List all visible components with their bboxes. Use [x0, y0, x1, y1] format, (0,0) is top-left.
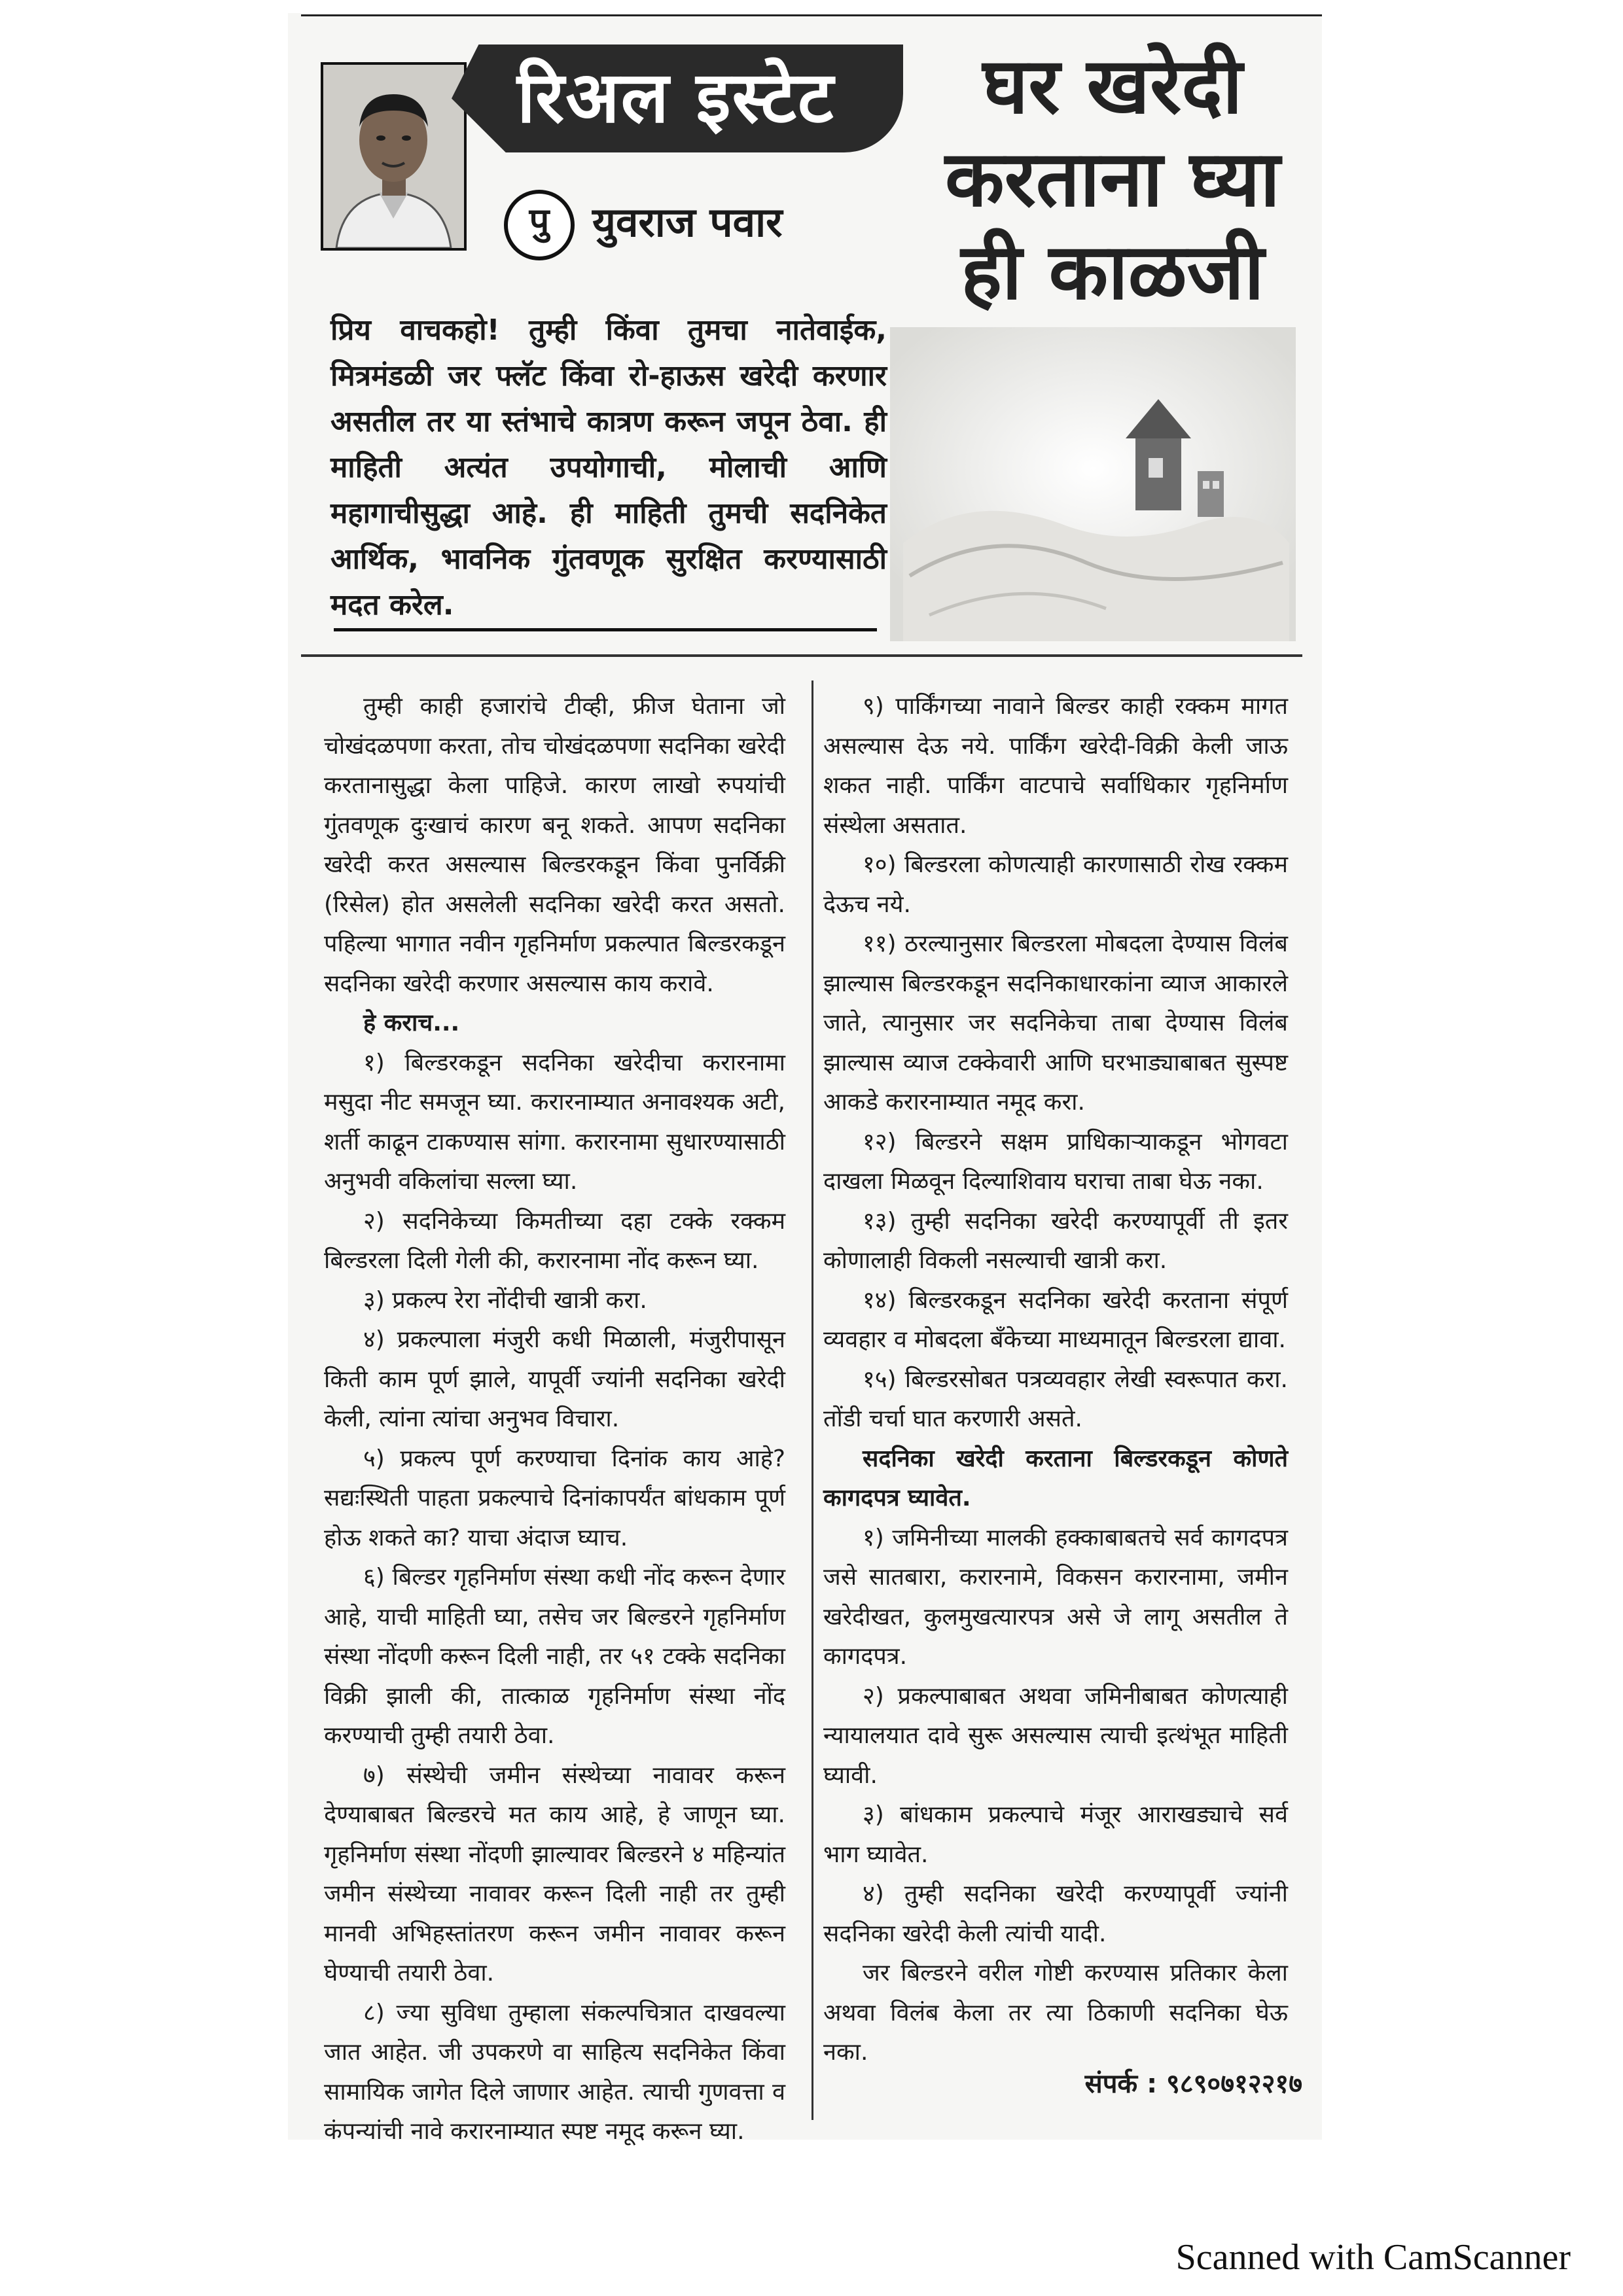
list-item: २) सदनिकेच्या किमतीच्या दहा टक्के रक्कम बिल्डरला दिली गेली की, करारनामा नोंद करून घ्या. [324, 1207, 785, 1274]
subheading-documents: सदनिका खरेदी करताना बिल्डरकडून कोणते कागदपत्र घ्यावेत. [823, 1445, 1288, 1511]
list-item: ११) ठरल्यानुसार बिल्डरला मोबदला देण्यास विलंब झाल्यास बिल्डरकडून सदनिकाधारकांना व्याज आकारले जाते, त्यानुसार जर सदनिकेचा ताबा देण्यास विलंब झाल्यास व्याज टक्केवारी आणि घरभाड्याबाबत सुस्पष्ट आकडे करारनाम्यात नमूद करा. [823, 930, 1288, 1116]
list-item: १) बिल्डरकडून सदनिका खरेदीचा करारनामा मसुदा नीट समजून घ्या. करारनाम्यात अनावश्यक अटी, शर्ती काढून टाकण्यास सांगा. करारनामा सुधारण्यासाठी अनुभवी वकिलांचा सल्ला घ्या. [324, 1049, 785, 1195]
list-item: १२) बिल्डरने सक्षम प्राधिकाऱ्याकडून भोगवटा दाखला मिळवून दिल्याशिवाय घराचा ताबा घेऊ नका. [823, 1128, 1288, 1195]
scanner-watermark: Scanned with CamScanner [1175, 2237, 1571, 2278]
top-rule [301, 14, 1322, 16]
author-name: युवराज पवार [592, 198, 783, 246]
intro-paragraph: प्रिय वाचकहो! तुम्ही किंवा तुमचा नातेवाईक, मित्रमंडळी जर फ्लॅट किंवा रो-हाऊस खरेदी करणार असतील तर या स्तंभाचे कात्रण करून जपून ठेवा. ही माहिती अत्यंत उपयोगाची, मोलाची आणि महागाचीसुद्धा आहे. ही माहिती तुमची सदनिकेत आर्थिक, भावनिक गुंतवणूक सुरक्षित करण्यासाठी मदत करेल. [330, 313, 887, 622]
list-item: ३) प्रकल्प रेरा नोंदीची खात्री करा. [363, 1286, 647, 1314]
list-item: १०) बिल्डरला कोणत्याही कारणासाठी रोख रक्कम देऊच नये. [823, 851, 1288, 918]
article-column-right [823, 687, 1288, 2113]
paragraph: जर बिल्डरने वरील गोष्टी करण्यास प्रतिकार केला अथवा विलंब केला तर त्या ठिकाणी सदनिका घेऊ नका. [823, 1960, 1288, 2066]
list-item: ८) ज्या सुविधा तुम्हाला संकल्पचित्रात दाखवल्या जात आहेत. जी उपकरणे वा साहित्य सदनिकेत किंवा सामायिक जागेत दिले जाणार आहेत. त्याची गुणवत्ता व कंपन्यांची नावे करारनाम्यात स्पष्ट नमूद करून घ्या. [324, 1999, 785, 2145]
list-item: ४) तुम्ही सदनिका खरेदी करण्यापूर्वी ज्यांनी सदनिका खरेदी केली त्यांची यादी. [823, 1881, 1288, 1947]
list-item: ५) प्रकल्प पूर्ण करण्याचा दिनांक काय आहे? सद्यःस्थिती पाहता प्रकल्पाचे दिनांकापर्यंत बांधकाम पूर्ण होऊ शकते का? याचा अंदाज घ्याच. [324, 1445, 785, 1551]
contact-line: संपर्क : ९८९०७१२२१७ [1084, 2069, 1302, 2099]
headline: घर खरेदी करताना घ्या ही काळजी [944, 41, 1281, 317]
column-divider [812, 680, 813, 2120]
intro-underline [334, 628, 877, 631]
subheading-do-this: हे कराच... [363, 1010, 460, 1036]
author-photo [321, 62, 467, 251]
section-label: रिअल इस्टेट [517, 57, 835, 139]
list-item: १) जमिनीच्या मालकी हक्काबाबतचे सर्व कागदपत्र जसे सातबारा, करारनामे, विकसन करारनामा, जमीन खरेदीखत, कुलमुखत्यारपत्र असे जे लागू असतील ते कागदपत्र. [823, 1524, 1288, 1670]
list-item: ६) बिल्डर गृहनिर्माण संस्था कधी नोंद करून देणार आहे, याची माहिती घ्या, तसेच जर बिल्डरने गृहनिर्माण संस्था नोंदणी करून दिली नाही, तर ५१ टक्के सदनिका विक्री झाली की, तात्काळ गृहनिर्माण संस्था नोंद करण्याची तुम्ही तयारी ठेवा. [324, 1564, 785, 1749]
list-item: ४) प्रकल्पाला मंजुरी कधी मिळाली, मंजुरीपासून किती काम पूर्ण झाले, यापूर्वी ज्यांनी सदनिका खरेदी केली, त्यांना त्यांचा अनुभव विचारा. [324, 1326, 785, 1432]
list-item: १३) तुम्ही सदनिका खरेदी करण्यापूर्वी ती इतर कोणालाही विकली नसल्याची खात्री करा. [823, 1207, 1288, 1274]
house-in-hands-illustration [890, 327, 1296, 641]
publication-logo: पु [504, 190, 575, 260]
list-item: ९) पार्किंगच्या नावाने बिल्डर काही रक्कम मागत असल्यास देऊ नये. पार्किंग खरेदी-विक्री केली जाऊ शकत नाही. पार्किंग वाटपाचे सर्वाधिकार गृहनिर्माण संस्थेला असतात. [823, 693, 1288, 839]
list-item: १५) बिल्डरसोबत पत्रव्यवहार लेखी स्वरूपात करा. तोंडी चर्चा घात करणारी असते. [823, 1366, 1288, 1432]
list-item: २) प्रकल्पाबाबत अथवा जमिनीबाबत कोणत्याही न्यायालयात दावे सुरू असल्यास त्याची इत्थंभूत माहिती घ्यावी. [823, 1682, 1288, 1789]
article-column-left [324, 687, 785, 2145]
list-item: १४) बिल्डरकडून सदनिका खरेदी करताना संपूर्ण व्यवहार व मोबदला बँकेच्या माध्यमातून बिल्डरला द्यावा. [823, 1286, 1288, 1353]
header-divider [301, 654, 1302, 657]
list-item: ७) संस्थेची जमीन संस्थेच्या नावावर करून देण्याबाबत बिल्डरचे मत काय आहे, हे जाणून घ्या. गृहनिर्माण संस्था नोंदणी झाल्यावर बिल्डरने ४ महिन्यांत जमीन संस्थेच्या नावावर करून दिली नाही तर तुम्ही मानवी अभिहस्तांतरण करून जमीन नावावर करून घेण्याची तयारी ठेवा. [324, 1761, 785, 1987]
list-item: ३) बांधकाम प्रकल्पाचे मंजूर आराखड्याचे सर्व भाग घ्यावेत. [823, 1801, 1288, 1868]
paragraph: तुम्ही काही हजारांचे टीव्ही, फ्रीज घेताना जो चोखंदळपणा करता, तोच चोखंदळपणा सदनिका खरेदी करतानासुद्धा केला पाहिजे. कारण लाखो रुपयांची गुंतवणूक दुःखाचं कारण बनू शकते. आपण सदनिका खरेदी करत असल्यास बिल्डरकडून किंवा पुनर्विक्री (रिसेल) होत असलेली सदनिका खरेदी करत असतो. पहिल्या भागात नवीन गृहनिर्माण प्रकल्पात बिल्डरकडून सदनिका खरेदी करणार असल्यास काय करावे. [324, 693, 785, 997]
